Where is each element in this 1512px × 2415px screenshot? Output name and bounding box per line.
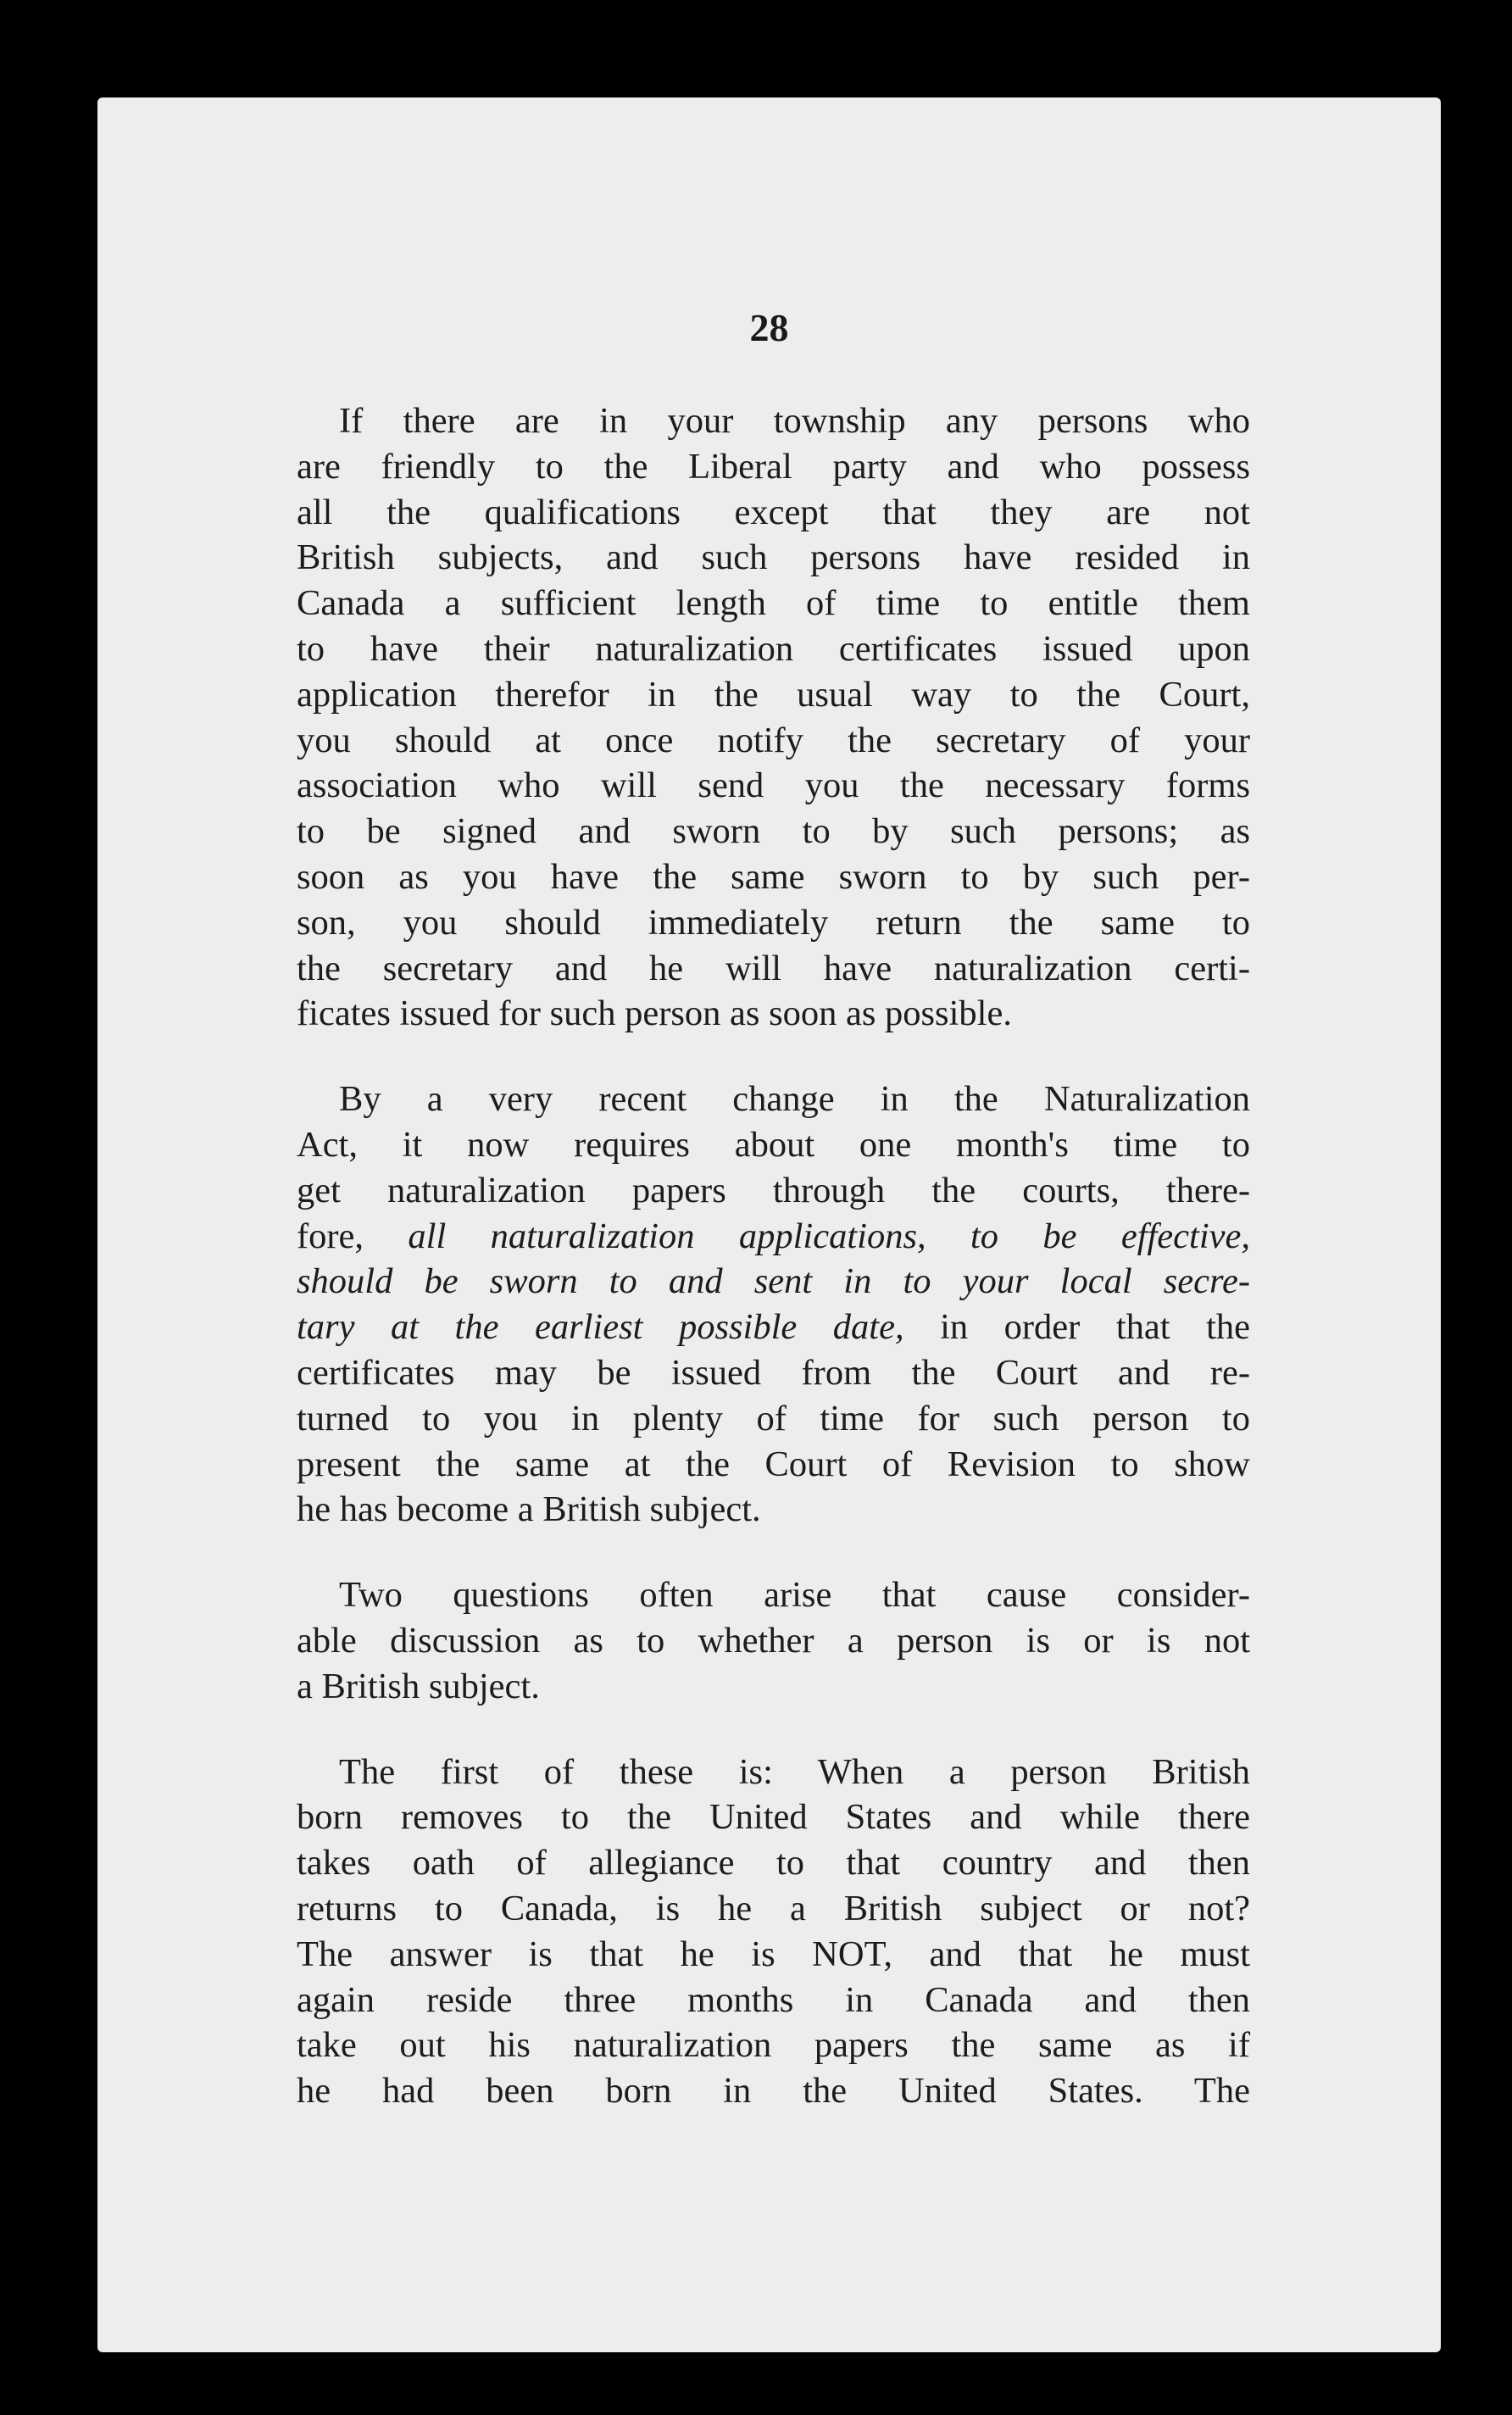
text-run: take out his naturalization papers the same as if	[297, 2025, 1250, 2066]
text-line	[297, 854, 1250, 900]
text-run: the secretary and he will have naturalization certi-	[297, 948, 1250, 988]
paragraph	[297, 398, 1250, 1037]
text-line	[297, 718, 1250, 764]
text-line	[297, 1168, 1250, 1214]
text-line	[297, 1840, 1250, 1886]
text-line	[297, 1396, 1250, 1442]
text-line	[297, 1978, 1250, 2023]
text-line	[297, 626, 1250, 672]
text-run: takes oath of allegiance to that country and then	[297, 1843, 1250, 1884]
text-line	[297, 672, 1250, 718]
text-line	[297, 1487, 1250, 1533]
text-run: ficates issued for such person as soon as possible.	[297, 993, 1012, 1034]
text-run: all the qualifications except that they are not	[297, 492, 1250, 532]
text-line	[297, 1214, 1250, 1260]
text-line	[297, 1618, 1250, 1664]
text-line	[297, 946, 1250, 992]
text-line	[297, 763, 1250, 809]
text-line	[297, 1572, 1250, 1618]
text-line	[297, 1305, 1250, 1350]
text-run: get naturalization papers through the courts, there-	[297, 1170, 1250, 1210]
text-run: to have their naturalization certificates issued upon	[297, 628, 1250, 669]
text-run: you should at once notify the secretary of your	[297, 720, 1250, 760]
text-line	[297, 1932, 1250, 1978]
body-text	[297, 398, 1250, 2154]
text-line	[297, 1750, 1250, 1795]
text-run: again reside three months in Canada and then	[297, 1979, 1250, 2020]
paragraph	[297, 1750, 1250, 2114]
text-line	[297, 581, 1250, 626]
text-run: to be signed and sworn to by such persons; as	[297, 811, 1250, 852]
text-line	[297, 1442, 1250, 1488]
text-line	[297, 490, 1250, 536]
text-run: in order that the	[903, 1307, 1250, 1348]
text-line	[297, 444, 1250, 490]
text-run: application therefor in the usual way to the Court,	[297, 674, 1250, 715]
page-number: 28	[749, 306, 789, 349]
text-line	[297, 1077, 1250, 1122]
text-line	[297, 900, 1250, 946]
text-run: British subjects, and such persons have resided in	[297, 537, 1250, 578]
text-line	[297, 1664, 1250, 1710]
text-run: If there are in your township any persons who	[339, 401, 1250, 441]
text-run: The first of these is: When a person British	[339, 1751, 1250, 1792]
text-run: fore,	[297, 1216, 409, 1256]
text-line	[297, 2023, 1250, 2068]
text-run: Act, it now requires about one month's time to	[297, 1124, 1250, 1165]
text-line	[297, 2068, 1250, 2114]
text-line	[297, 1122, 1250, 1168]
text-run: soon as you have the same sworn to by such per-	[297, 856, 1250, 897]
italic-text: all naturalization applications, to be effective,	[408, 1216, 1251, 1256]
text-line	[297, 1886, 1250, 1932]
text-line	[297, 535, 1250, 581]
text-line	[297, 1259, 1250, 1305]
text-run: certificates may be issued from the Court and re-	[297, 1352, 1250, 1393]
text-run: son, you should immediately return the same to	[297, 902, 1250, 943]
text-line	[297, 991, 1250, 1037]
paragraph	[297, 1572, 1250, 1709]
text-run: born removes to the United States and while there	[297, 1797, 1250, 1838]
text-run: able discussion as to whether a person is or is not	[297, 1620, 1250, 1661]
text-run: present the same at the Court of Revision to show	[297, 1444, 1250, 1484]
paragraph	[297, 1077, 1250, 1533]
text-run: Two questions often arise that cause consider-	[339, 1575, 1250, 1616]
italic-text: should be sworn to and sent in to your local secre-	[297, 1261, 1250, 1302]
text-line	[297, 1795, 1250, 1840]
text-run: The answer is that he is NOT, and that he must	[297, 1934, 1250, 1974]
text-run: turned to you in plenty of time for such person to	[297, 1398, 1250, 1438]
italic-text: tary at the earliest possible date,	[297, 1307, 904, 1348]
text-run: By a very recent change in the Naturalization	[339, 1079, 1250, 1120]
text-run: Canada a sufficient length of time to entitle them	[297, 583, 1250, 624]
text-run: are friendly to the Liberal party and who possess	[297, 446, 1250, 487]
text-run: he has become a British subject.	[297, 1489, 761, 1530]
text-line	[297, 398, 1250, 444]
text-run: a British subject.	[297, 1666, 540, 1706]
document-page	[97, 97, 1441, 2352]
text-run: he had been born in the United States. The	[297, 2071, 1250, 2112]
text-run: association who will send you the necessary forms	[297, 765, 1250, 806]
text-run: returns to Canada, is he a British subject or not?	[297, 1888, 1250, 1928]
text-line	[297, 1350, 1250, 1396]
text-line	[297, 809, 1250, 854]
